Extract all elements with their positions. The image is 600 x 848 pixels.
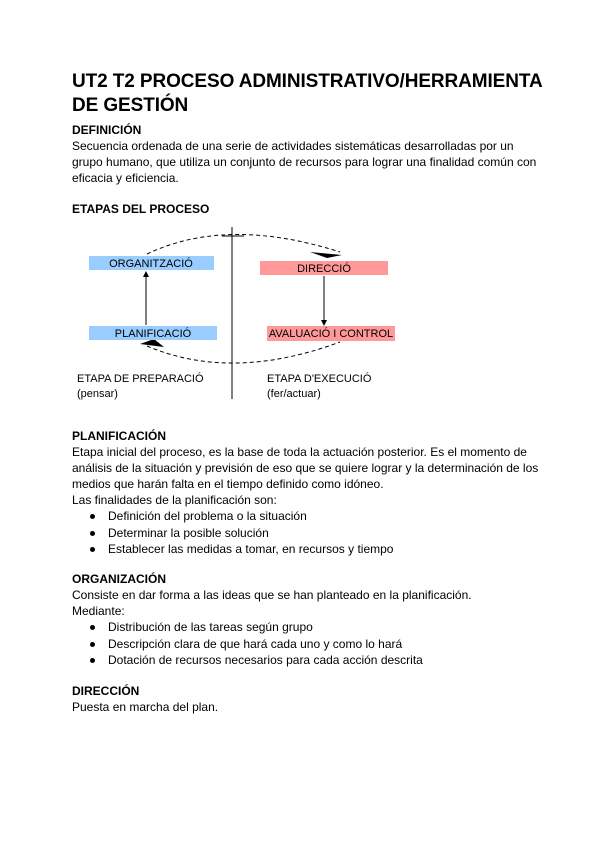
- arrowhead-icon: [321, 320, 327, 326]
- planificacion-list: [72, 508, 542, 558]
- direccio-label: DIRECCIÓ: [297, 263, 351, 275]
- process-diagram: [72, 222, 412, 407]
- top-cycle-arc: [147, 234, 340, 254]
- document-title: UT2 T2 PROCESO ADMINISTRATIVO/HERRAMIENTA DE GESTIÓN: [72, 71, 542, 116]
- definicion-text: Secuencia ordenada de una serie de actividades sistemáticas desarrolladas por un grupo humano, que utiliza un conjunto de recursos para lograr una finalidad común con eficacia y eficiencia.: [72, 139, 537, 185]
- preparacio-sub: (pensar): [77, 388, 118, 400]
- organizacion-text: Consiste en dar forma a las ideas que se han planteado en la planificación.: [72, 588, 472, 602]
- section-planificacion: [72, 428, 542, 558]
- bottom-cycle-arc: [147, 342, 340, 363]
- arrowhead-icon: [140, 339, 164, 347]
- direccion-text: Puesta en marcha del plan.: [72, 700, 219, 714]
- arrowhead-icon: [310, 252, 342, 258]
- organizacion-intro: Mediante:: [72, 604, 125, 618]
- list-item: Distribución de las tareas según grupo: [72, 619, 542, 636]
- organitzacio-label: ORGANITZACIÓ: [109, 258, 193, 270]
- section-direccion: [72, 683, 542, 715]
- process-diagram-svg: [72, 222, 412, 407]
- planificacion-text: Etapa inicial del proceso, es la base de toda la actuación posterior. Es el momento de análisis de la situación y previsión de eso que se quiere lograr y la determinación de los medios que harán falta en el tiempo definido como idóneo.: [72, 445, 539, 491]
- section-organizacion: [72, 571, 542, 669]
- organizacion-list: [72, 619, 542, 669]
- list-item: Descripción clara de que hará cada uno y como lo hará: [72, 636, 542, 653]
- section-definicion: [72, 122, 542, 186]
- organizacion-heading: ORGANIZACIÓN: [72, 572, 166, 586]
- preparacio-label: ETAPA DE PREPARACIÓ: [77, 373, 204, 385]
- planificacion-intro: Las finalidades de la planificación son:: [72, 493, 277, 507]
- list-item: Determinar la posible solución: [72, 525, 542, 542]
- list-item: Definición del problema o la situación: [72, 508, 542, 525]
- execucio-label: ETAPA D'EXECUCIÓ: [267, 373, 372, 385]
- etapas-heading: ETAPAS DEL PROCESO: [72, 202, 210, 216]
- section-etapas: [72, 201, 542, 217]
- list-item: Dotación de recursos necesarios para cada acción descrita: [72, 652, 542, 669]
- definicion-heading: DEFINICIÓN: [72, 123, 142, 137]
- direccion-heading: DIRECCIÓN: [72, 684, 140, 698]
- arrowhead-icon: [143, 271, 149, 277]
- execucio-sub: (fer/actuar): [267, 388, 321, 400]
- planificacio-label: PLANIFICACIÓ: [114, 328, 192, 340]
- avaluacio-label: AVALUACIÓ I CONTROL: [268, 328, 394, 340]
- planificacion-heading: PLANIFICACIÓN: [72, 429, 166, 443]
- list-item: Establecer las medidas a tomar, en recursos y tiempo: [72, 541, 542, 558]
